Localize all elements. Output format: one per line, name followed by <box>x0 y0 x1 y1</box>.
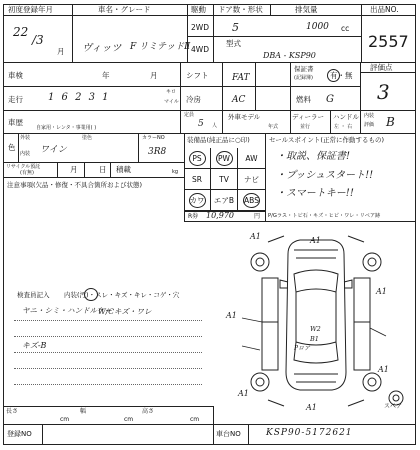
equipment-item: SR <box>184 169 211 190</box>
registration-no-label: 登録NO <box>7 430 32 438</box>
equipment-circled-mark <box>243 193 260 208</box>
recycle-label: リサイクル預託 <box>6 164 41 170</box>
width-label: 幅 <box>80 408 87 415</box>
interior-label: 内装 <box>364 113 375 119</box>
door-label: ドア数・形状 <box>218 5 263 14</box>
color-sub-interior: 内装 <box>20 151 31 157</box>
mileage-label: 走行 <box>8 95 23 104</box>
color-value: ワイン <box>40 145 67 155</box>
load-label: 積載 <box>116 165 131 174</box>
car-name: ヴィッツ <box>82 43 122 54</box>
inspector-options: 内装(汚)・スレ・キズ・キレ・コゲ・穴 <box>64 291 180 299</box>
load-unit: kg <box>172 169 179 175</box>
capacity-unit: 人 <box>212 123 218 129</box>
mark-p-lower: Pロア <box>294 345 311 352</box>
warranty-options: 有・無 <box>330 71 353 80</box>
color-sub-exterior: 外装 <box>20 135 31 141</box>
notes-label: 注意事項(欠品・修復・不具合箇所および状態) <box>7 181 143 189</box>
chassis-no-value: KSP90-5172621 <box>266 428 353 438</box>
displacement-label: 排気量 <box>295 5 318 14</box>
history-label: 車歴 <box>8 118 23 127</box>
first-registration-label: 初度登録年月 <box>8 5 53 14</box>
warranty-yes-circle <box>327 69 340 82</box>
equipment-grid <box>184 148 265 211</box>
mark-w2-roof: W2 <box>310 325 321 333</box>
sales-point-3: ・スマートキー!! <box>276 188 354 199</box>
mark-a1-rear: A1 <box>306 403 317 412</box>
cooling-value: AC <box>232 95 246 105</box>
sales-points-label: セールスポイント(正常に作動するもの) <box>269 136 384 144</box>
stain-circle <box>84 288 98 301</box>
color-no-value: 3R8 <box>148 147 167 157</box>
equipment-item: TV <box>211 169 238 190</box>
length-unit: cm <box>60 416 70 423</box>
capacity-label: 定員 <box>184 112 195 118</box>
spare-label: スペア <box>384 403 403 410</box>
displacement: 1000 <box>306 22 329 32</box>
equipment-circled-mark <box>216 151 233 166</box>
lot-label: 出品NO. <box>370 5 399 14</box>
inspection-label: 車検 <box>8 71 23 80</box>
equipment-item: ABS <box>238 190 265 211</box>
equipment-label: 装備品(純正品に○印) <box>187 136 250 144</box>
score-label: 評価点 <box>370 63 393 72</box>
inspection-month: 月 <box>150 71 158 80</box>
mark-a1-rear-left: A1 <box>238 389 249 398</box>
mark-a1-front: A1 <box>310 236 321 245</box>
interior-label-2: 評価 <box>364 122 375 128</box>
mark-a1-rear-right: A1 <box>378 365 389 374</box>
first-reg-year: 22 <box>13 25 29 39</box>
equipment-item: カワ <box>184 190 211 211</box>
color-label: 色 <box>8 143 16 152</box>
inspection-year: 年 <box>102 71 110 80</box>
dealer-sub: 並行 <box>300 124 311 130</box>
capacity-value: 5 <box>198 119 204 129</box>
sales-point-1: ・取説、保証書! <box>276 151 351 162</box>
car-condition-diagram <box>210 222 416 408</box>
inspector-note-1: ヤニ・シミ・ハンドルケー <box>22 306 112 315</box>
lot-number: 2557 <box>368 32 409 51</box>
first-reg-month-suffix: 月 <box>57 47 65 56</box>
equipment-circled-mark <box>189 193 206 208</box>
chassis-no-label: 車台NO <box>216 430 241 438</box>
car-grade: F リミテッドⅡ <box>130 42 191 52</box>
shift-label: シフト <box>186 71 209 80</box>
drive-label: 駆動 <box>191 5 206 14</box>
width-unit: cm <box>124 416 134 423</box>
handle-options: 左 ・ 右 <box>334 124 353 130</box>
height-label: 高さ <box>142 408 155 415</box>
drive-4wd: 4WD <box>191 45 209 54</box>
equipment-item: エアB <box>211 190 238 211</box>
mileage-value: 1 6 2 3 1 <box>48 92 111 103</box>
equipment-item: AW <box>238 148 265 169</box>
recycle-day: 日 <box>99 165 107 174</box>
handle-label: ハンドル <box>333 113 359 121</box>
dealer-label: ディーラー <box>292 113 324 121</box>
exterior-model-label: 外車モデル <box>228 113 261 121</box>
exterior-model-sub: 年式 <box>268 124 279 130</box>
car-grade-label: 車名・グレード <box>98 5 151 14</box>
inspector-label: 検査員記入 <box>17 291 50 299</box>
warranty-label: 保証書 <box>294 65 314 73</box>
fuel-value: G <box>326 94 334 105</box>
inspector-note-2: W/Cキズ・ワレ <box>98 307 152 316</box>
model-code: DBA - KSP90 <box>263 51 316 60</box>
door-count: 5 <box>232 21 239 34</box>
mark-a1-front-left: A1 <box>250 232 261 241</box>
model-label: 型式 <box>226 39 241 48</box>
drive-2wd: 2WD <box>191 23 209 32</box>
sales-point-2: ・プッシュスタート!! <box>276 170 374 181</box>
equipment-item: PS <box>184 148 211 169</box>
length-label: 長さ <box>6 408 19 415</box>
recycle-amount: 10,970 <box>206 211 234 220</box>
recycle-month: 月 <box>70 165 78 174</box>
equipment-item: ナビ <box>238 169 265 190</box>
score-value: 3 <box>377 80 390 104</box>
km-label: キロ <box>166 89 177 95</box>
color-original-label: 塗色 <box>82 135 93 141</box>
cc-label: cc <box>341 24 350 33</box>
recycle-sub: (有無) <box>20 170 34 176</box>
mark-a1-left-door: A1 <box>226 311 237 320</box>
mile-label: マイル <box>164 99 179 105</box>
mark-a1-right-door: A1 <box>376 287 387 296</box>
equipment-circled-mark <box>189 151 206 166</box>
recycle-unit: 円 <box>254 213 261 220</box>
cooling-label: 冷房 <box>186 95 201 104</box>
warranty-sub: (記録簿) <box>294 75 313 81</box>
glass-damage-note: P/Gラス・トビ石・キズ・ヒビ・ワレ・リペア跡 <box>268 213 381 219</box>
history-options: 自家用・レンタ・事業用( ) <box>36 125 97 131</box>
fuel-label: 燃料 <box>296 95 311 104</box>
inspector-note-3: キズ-B <box>22 341 47 350</box>
recycle-ticket-label: R券 <box>188 213 199 220</box>
first-reg-month: /3 <box>32 33 44 47</box>
shift-value: FAT <box>232 73 250 83</box>
interior-score: B <box>386 115 395 129</box>
color-no-label: カラーNO <box>142 135 165 141</box>
height-unit: cm <box>190 416 200 423</box>
mark-b1-roof: B1 <box>310 335 319 343</box>
equipment-item: PW <box>211 148 238 169</box>
